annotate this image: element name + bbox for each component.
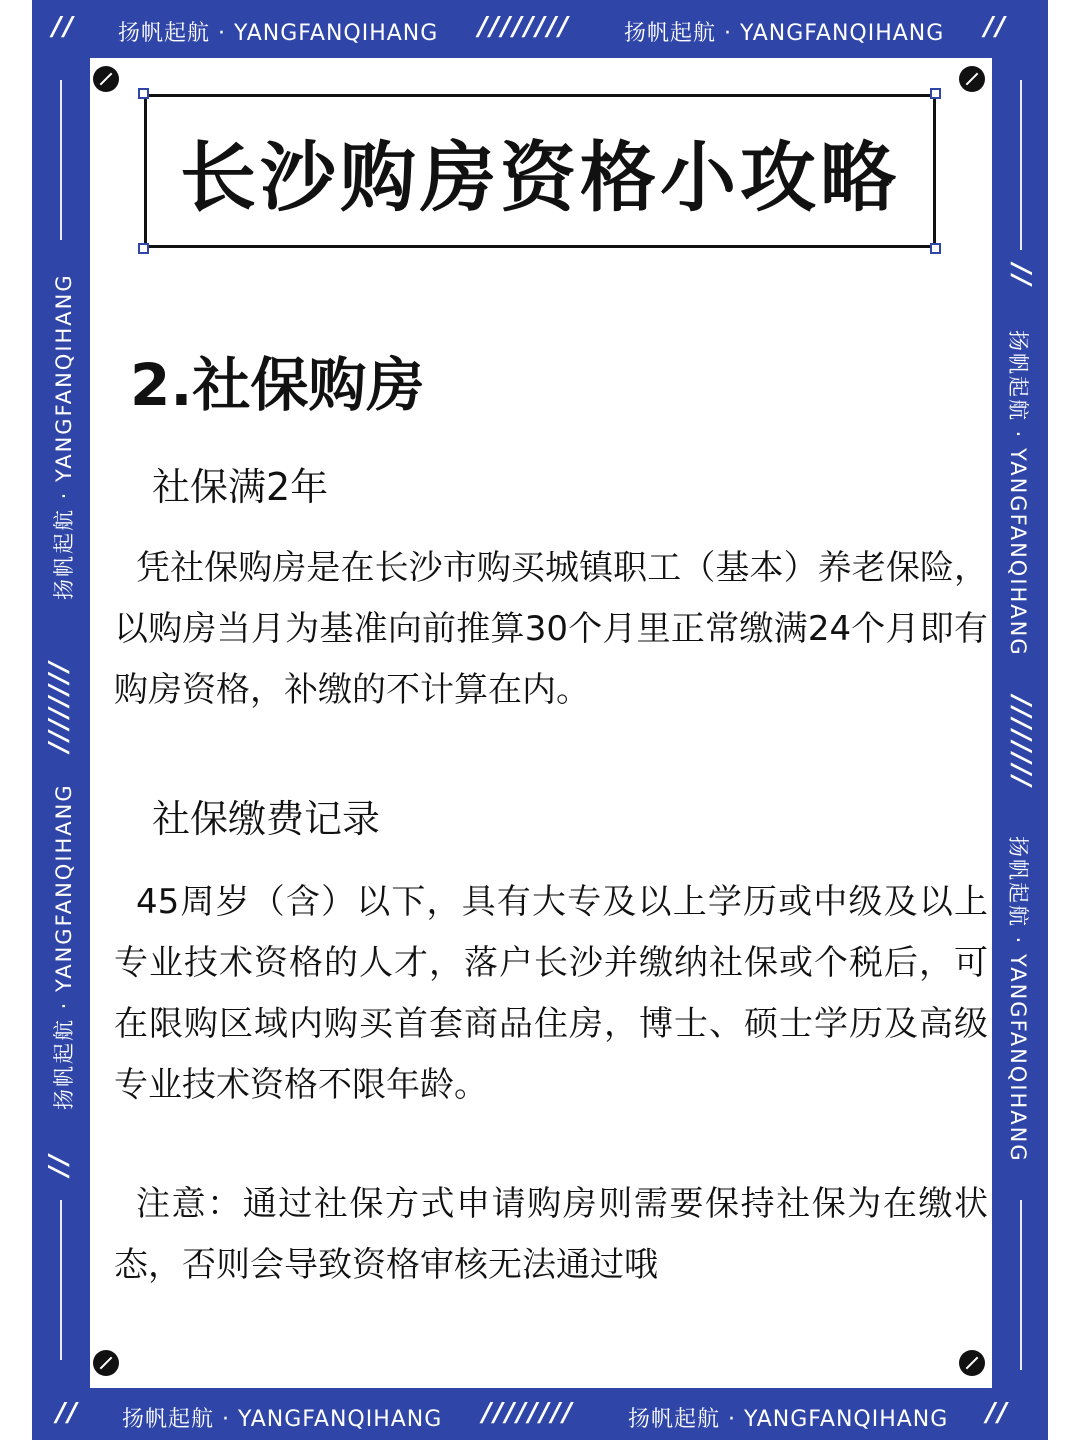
slash-decoration: // [984,12,1007,42]
selection-handle [930,88,941,99]
slash-decoration: //////// [1006,696,1036,788]
band-line [60,1200,62,1360]
band-line [1020,80,1022,250]
subheading-payment-record: 社保缴费记录 [152,797,381,841]
slash-decoration: //////// [478,12,570,42]
slash-decoration: // [52,12,75,42]
slash-decoration: //////// [482,1398,574,1428]
band-line [1020,1200,1022,1370]
brand-banner-text: 扬帆起航 · YANGFANQIHANG [1006,330,1030,657]
screw-icon [93,66,119,92]
brand-banner-text: 扬帆起航 · YANGFANQIHANG [624,21,945,46]
brand-banner-text: 扬帆起航 · YANGFANQIHANG [118,21,439,46]
paragraph-talent-policy: 45周岁（含）以下，具有大专及以上学历或中级及以上专业技术资格的人才，落户长沙并缴纳社保或个税后，可在限购区域内购买首套商品住房，博士、硕士学历及高级专业技术资格不限年龄。 [114,882,988,1105]
selection-handle [138,243,149,254]
title-box [144,94,936,248]
brand-banner-text: 扬帆起航 · YANGFANQIHANG [1006,836,1030,1163]
note-paragraph: 注意：通过社保方式申请购房则需要保持社保为在缴状态，否则会导致资格审核无法通过哦 [114,1184,988,1285]
screw-icon [959,1350,985,1376]
slash-decoration: // [1006,264,1036,287]
screw-icon [959,66,985,92]
slash-decoration: // [56,1398,79,1428]
brand-banner-text: 扬帆起航 · YANGFANQIHANG [122,1407,443,1432]
slash-decoration: // [44,1153,74,1176]
band-line [60,80,62,240]
brand-banner-text: 扬帆起航 · YANGFANQIHANG [628,1407,949,1432]
selection-handle [138,88,149,99]
paragraph-social-security-rule: 凭社保购房是在长沙市购买城镇职工（基本）养老保险，以购房当月为基准向前推算30个月里正常缴满24个月即有购房资格，补缴的不计算在内。 [114,548,988,710]
screw-icon [93,1350,119,1376]
section-heading: 2.社保购房 [130,351,425,419]
brand-banner-text: 扬帆起航 · YANGFANQIHANG [52,273,76,600]
slash-decoration: // [986,1398,1009,1428]
brand-banner-text: 扬帆起航 · YANGFANQIHANG [52,783,76,1110]
subheading-social-security-2-years: 社保满2年 [152,465,329,509]
selection-handle [930,243,941,254]
slash-decoration: //////// [44,660,74,752]
page-title: 长沙购房资格小攻略 [180,132,900,222]
